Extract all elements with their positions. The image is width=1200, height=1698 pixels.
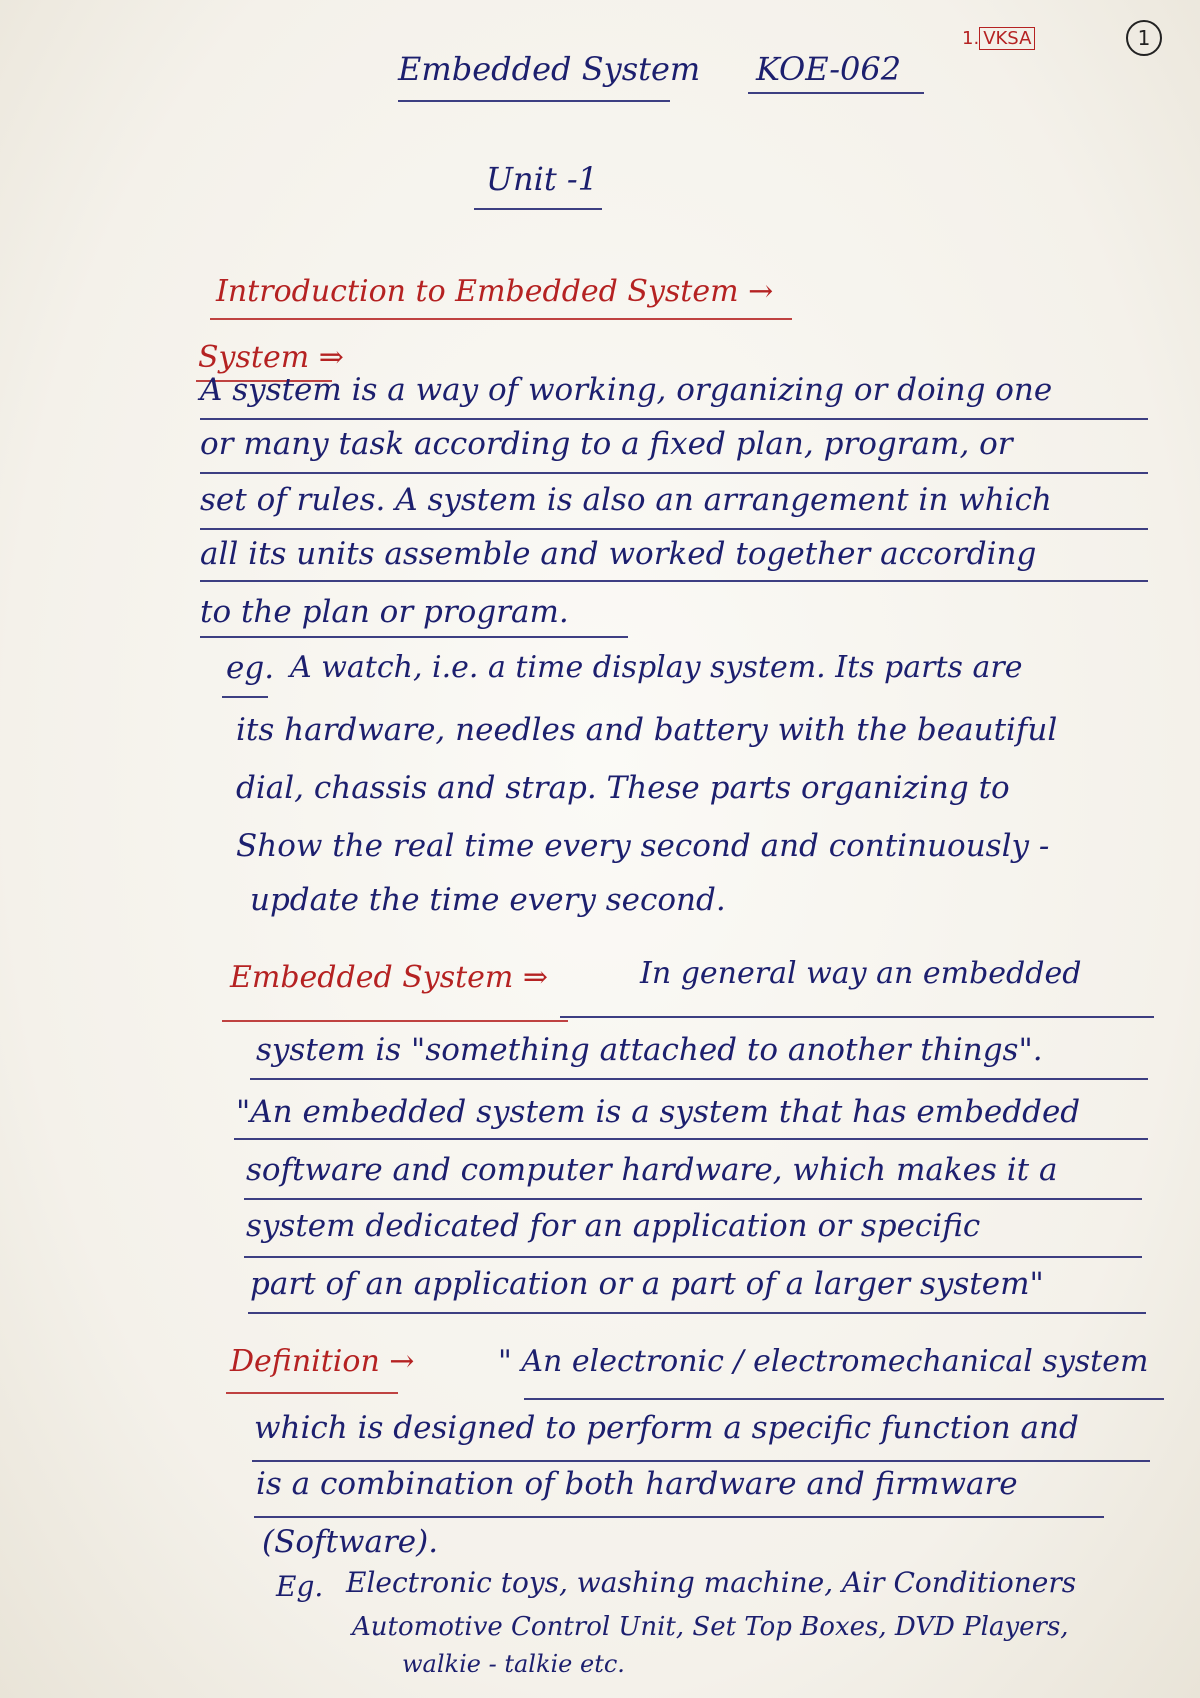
embedded-label: Embedded System ⇒ xyxy=(230,960,549,995)
example-line-5: update the time every second. xyxy=(250,882,726,918)
intro-line-4: all its units assemble and worked together according xyxy=(200,536,1037,572)
definition-underline-2 xyxy=(252,1460,1150,1462)
intro-underline-2 xyxy=(200,472,1148,474)
unit-underline xyxy=(474,208,602,210)
embedded-line-6: part of an application or a part of a larger system" xyxy=(250,1266,1044,1302)
definition-line-2: which is designed to perform a specific function and xyxy=(254,1410,1079,1446)
definition-label: Definition → xyxy=(230,1344,415,1379)
system-label: System ⇒ xyxy=(198,340,344,375)
definition-underline-1 xyxy=(524,1398,1164,1400)
intro-line-1: A system is a way of working, organizing or doing one xyxy=(200,372,1053,408)
title-subject: Embedded System xyxy=(398,50,701,88)
definition-line-4: (Software). xyxy=(262,1524,439,1560)
intro-heading-underline xyxy=(210,318,792,320)
page-number: 1 xyxy=(1126,20,1162,56)
definition-example-line-3: walkie - talkie etc. xyxy=(402,1650,625,1678)
intro-heading: Introduction to Embedded System → xyxy=(216,274,774,309)
embedded-line-5: system dedicated for an application or specific xyxy=(246,1208,981,1244)
definition-example-prefix: Eg. xyxy=(276,1570,324,1603)
example-prefix: eg. xyxy=(226,650,275,686)
unit-heading: Unit -1 xyxy=(486,160,599,198)
title-code: KOE-062 xyxy=(756,50,902,88)
reference-stamp xyxy=(962,28,1035,49)
embedded-label-underline xyxy=(222,1020,568,1022)
embedded-line-4: software and computer hardware, which makes it a xyxy=(246,1152,1058,1188)
definition-line-3: is a combination of both hardware and firmware xyxy=(256,1466,1018,1502)
example-line-3: dial, chassis and strap. These parts organizing to xyxy=(236,770,1010,806)
stamp-box: VKSA xyxy=(979,27,1035,50)
intro-line-2: or many task according to a fixed plan, program, or xyxy=(200,426,1013,462)
stamp-prefix: 1. xyxy=(962,28,980,49)
embedded-underline-6 xyxy=(248,1312,1146,1314)
example-line-1: A watch, i.e. a time display system. Its parts are xyxy=(290,650,1023,685)
intro-underline-4 xyxy=(200,580,1148,582)
definition-example-line-1: Electronic toys, washing machine, Air Conditioners xyxy=(346,1566,1077,1599)
embedded-underline-1 xyxy=(560,1016,1154,1018)
example-line-4: Show the real time every second and continuously - xyxy=(236,828,1050,864)
definition-underline-3 xyxy=(254,1516,1104,1518)
definition-line-1: " An electronic / electromechanical system xyxy=(498,1344,1149,1379)
code-underline xyxy=(748,92,924,94)
title-underline xyxy=(398,100,670,102)
definition-label-underline xyxy=(226,1392,398,1394)
intro-line-3: set of rules. A system is also an arrangement in which xyxy=(200,482,1052,518)
embedded-underline-3 xyxy=(234,1138,1148,1140)
embedded-underline-5 xyxy=(244,1256,1142,1258)
intro-underline-1 xyxy=(200,418,1148,420)
embedded-line-2: system is "something attached to another things". xyxy=(256,1032,1043,1068)
example-prefix-underline xyxy=(222,696,268,698)
embedded-underline-2 xyxy=(250,1078,1148,1080)
intro-underline-5 xyxy=(200,636,628,638)
intro-underline-3 xyxy=(200,528,1148,530)
embedded-underline-4 xyxy=(244,1198,1142,1200)
embedded-line-3: "An embedded system is a system that has embedded xyxy=(236,1094,1081,1130)
example-line-2: its hardware, needles and battery with the beautiful xyxy=(236,712,1058,748)
definition-example-line-2: Automotive Control Unit, Set Top Boxes, DVD Players, xyxy=(352,1612,1069,1642)
embedded-line-1: In general way an embedded xyxy=(640,956,1082,991)
intro-line-5: to the plan or program. xyxy=(200,594,569,630)
